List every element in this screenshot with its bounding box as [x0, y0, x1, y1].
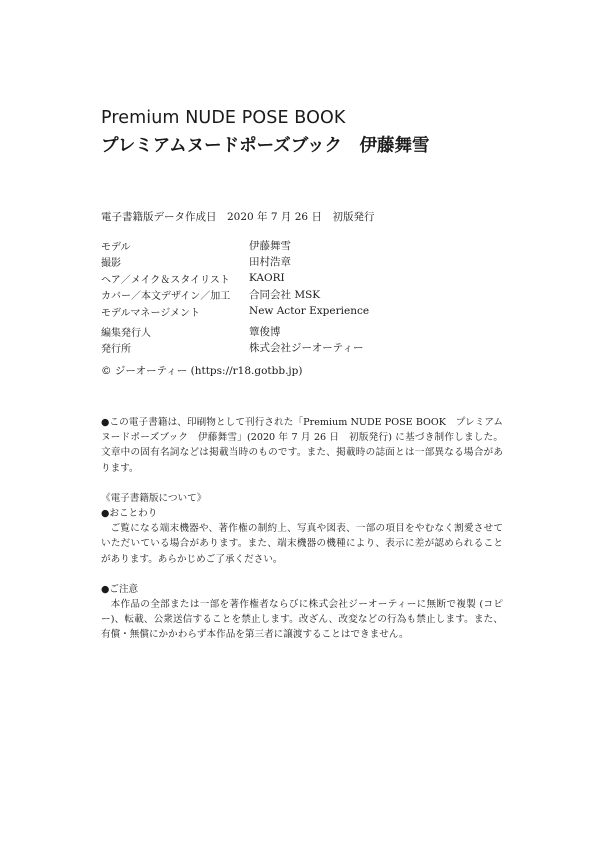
credit-label: ヘア／メイク＆スタイリスト — [101, 274, 230, 286]
credit-row-design — [101, 287, 369, 304]
book-title-japanese: プレミアムヌードポーズブック 伊藤舞雪 — [101, 136, 430, 156]
notice-block — [101, 415, 503, 643]
credit-label: モデルマネージメント — [101, 307, 200, 319]
credit-value: 合同会社 MSK — [249, 289, 321, 302]
publication-date-line: 電子書籍版データ作成日 2020 年 7 月 26 日 初版発行 — [101, 211, 375, 223]
ebook-section-title: 《電子書籍版について》 — [101, 492, 207, 504]
copyright-line: © ジーオーティー (https://r18.gotbb.jp) — [101, 365, 303, 377]
publisher-label: 発行所 — [101, 344, 131, 356]
book-title-english: Premium NUDE POSE BOOK — [101, 108, 346, 128]
credit-value: KAORI — [249, 272, 285, 285]
credit-label: 撮影 — [101, 258, 121, 270]
publisher-value: 株式会社ジーオーティー — [249, 342, 364, 355]
credit-label: カバー／本文デザイン／加工 — [101, 291, 231, 303]
publisher-list — [101, 323, 363, 356]
credit-row-photography — [101, 254, 369, 271]
credit-value: 田村浩章 — [249, 256, 291, 269]
credit-value: New Actor Experience — [249, 305, 370, 318]
credit-row-model — [101, 237, 369, 254]
credit-value: 伊藤舞雪 — [249, 239, 291, 252]
credits-list — [101, 237, 369, 320]
credit-label: モデル — [101, 241, 131, 253]
disclaimer-heading: ●おことわり — [101, 508, 158, 520]
caution-body: 本作品の全部または一部を著作権者ならびに株式会社ジーオーティーに無断で複製 (コピー)、転載、公衆送信することを禁止します。改ざん、改変などの行為も禁止します。また、有償・無償にかかわらず本作品を第三者に譲渡することはできません。 — [101, 599, 503, 641]
credit-row-management — [101, 303, 369, 320]
caution-heading: ●ご注意 — [101, 583, 139, 595]
disclaimer-body: ご覧になる端末機器や、著作権の制約上、写真や図表、一部の項目をやむなく割愛させていただいている場合があります。また、端末機器の機種により、表示に差が認められることがあります。あらかじめご了承ください。 — [101, 523, 503, 565]
notice-intro: ●この電子書籍は、印刷物として刊行された「Premium NUDE POSE BOOK プレミアムヌードポーズブック 伊藤舞雪」(2020 年 7 月 26 日 初版発行) に基づき制作しました。文章中の固有名詞などは掲載当時のものです。また、掲載時の誌面とは一部異なる場合があります。 — [101, 417, 503, 474]
publisher-row-company — [101, 340, 363, 357]
publisher-row-editor — [101, 323, 363, 340]
publisher-value: 簟俊博 — [249, 325, 281, 338]
publisher-label: 編集発行人 — [101, 327, 151, 339]
credit-row-hair-makeup — [101, 270, 369, 287]
